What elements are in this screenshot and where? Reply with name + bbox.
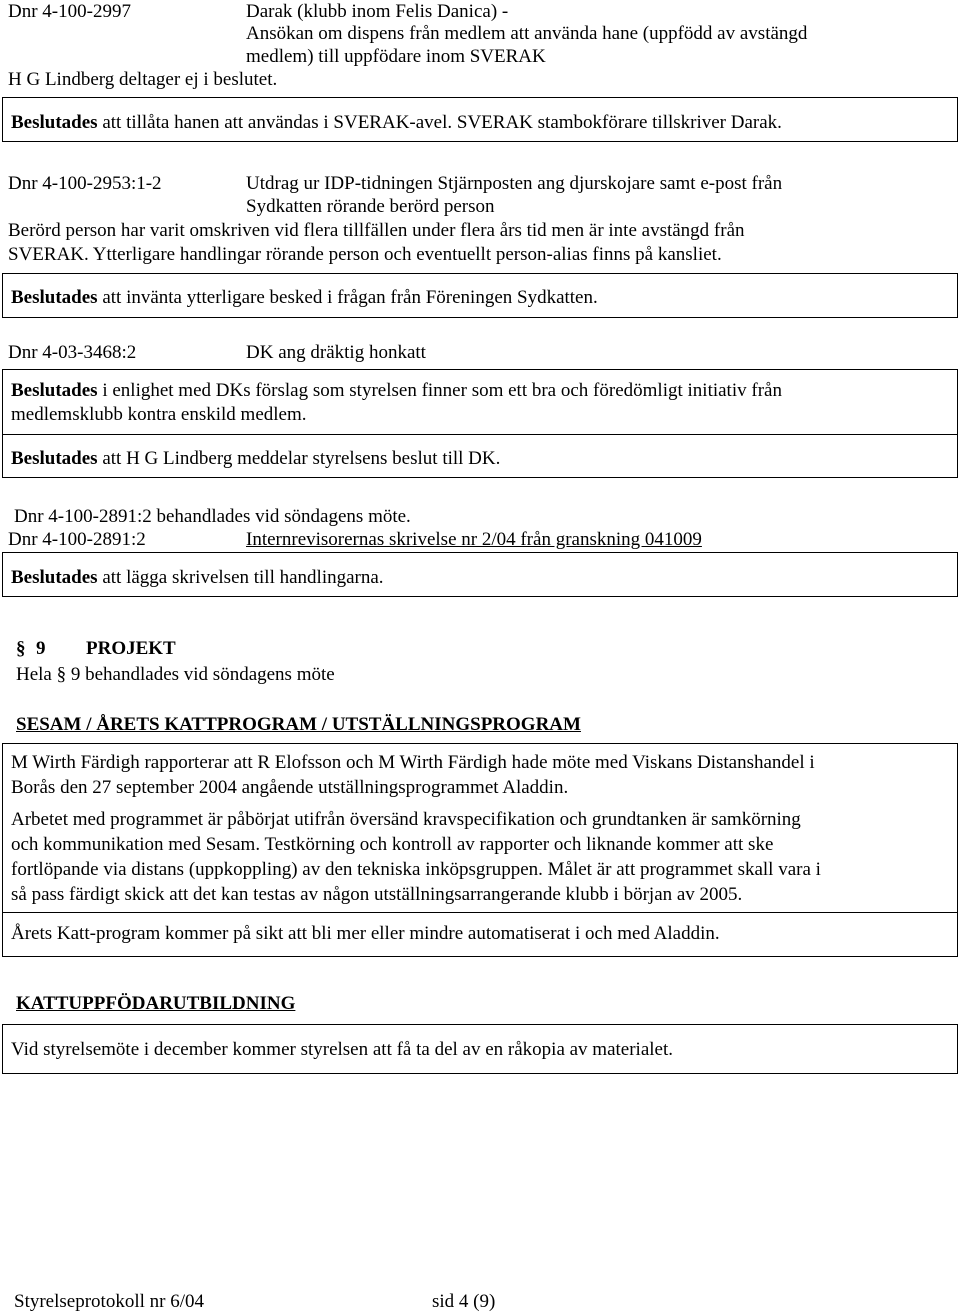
item3-decision-box xyxy=(2,369,958,478)
item1-decision-box xyxy=(2,97,958,142)
item4-decision xyxy=(11,566,384,590)
decision-text: att invänta ytterligare besked i frågan från Föreningen Sydkatten. xyxy=(97,287,598,308)
item2-body-line2: SVERAK. Ytterligare handlingar rörande person och eventuellt person-alias finns på kansliet. xyxy=(8,244,722,265)
decision-keyword: Beslutades xyxy=(11,380,98,401)
kattuppfodar-p1: Vid styrelsemöte i december kommer styrelsen att få ta del av en råkopia av materialet. xyxy=(11,1039,674,1060)
sesam-p2-line1: Arbetet med programmet är påbörjat utifrån översänd kravspecifikation och grundtanken är samkörning xyxy=(11,809,801,830)
item2-body-line1: Berörd person har varit omskriven vid flera tillfällen under flera års tid men är inte avstängd från xyxy=(8,220,745,241)
kattuppfodar-heading: KATTUPPFÖDARUTBILDNING xyxy=(16,993,296,1014)
item2-decision-box xyxy=(2,273,958,318)
decision-keyword: Beslutades xyxy=(11,567,98,588)
item2-title-line2: Sydkatten rörande berörd person xyxy=(246,196,495,217)
item3-decision1-line2: medlemsklubb kontra enskild medlem. xyxy=(11,404,307,425)
item4-note: Dnr 4-100-2891:2 behandlades vid söndagens möte. xyxy=(14,506,411,527)
item3-decision2 xyxy=(11,447,500,471)
item4-title: Internrevisorernas skrivelse nr 2/04 från granskning 041009 xyxy=(246,529,702,550)
section-number: 9 xyxy=(36,638,46,659)
section-symbol: § xyxy=(16,638,26,659)
decision-keyword: Beslutades xyxy=(11,287,98,308)
item1-dnr: Dnr 4-100-2997 xyxy=(8,1,131,22)
item2-title-line1: Utdrag ur IDP-tidningen Stjärnposten ang djurskojare samt e-post från xyxy=(246,173,783,194)
decision-text: att lägga skrivelsen till handlingarna. xyxy=(97,567,384,588)
sesam-p2-line2: och kommunikation med Sesam. Testkörning och kontroll av rapporter och liknande kommer att ske xyxy=(11,834,774,855)
sesam-p2-line3: fortlöpande via distans (uppkoppling) av den tekniska inköpsgruppen. Målet är att programmet skall vara i xyxy=(11,859,821,880)
sesam-p3: Årets Katt-program kommer på sikt att bli mer eller mindre automatiserat i och med Aladdin. xyxy=(11,923,720,944)
item1-decision xyxy=(11,111,782,135)
item2-decision xyxy=(11,286,598,310)
decision-text: att tillåta hanen att användas i SVERAK-avel. SVERAK stambokförare tillskriver Darak. xyxy=(97,112,782,133)
item1-title-line3: medlem) till uppfödare inom SVERAK xyxy=(246,46,546,67)
box-divider xyxy=(3,912,957,913)
decision-keyword: Beslutades xyxy=(11,112,98,133)
decision-text: i enlighet med DKs förslag som styrelsen finner som ett bra och föredömligt initiativ från xyxy=(97,380,782,401)
item3-decision1-line1 xyxy=(11,379,782,403)
item3-dnr: Dnr 4-03-3468:2 xyxy=(8,342,137,363)
item2-dnr: Dnr 4-100-2953:1-2 xyxy=(8,173,162,194)
sesam-p2-line4: så pass färdigt skick att det kan testas av någon utställningsarrangerande klubb i början av 2005. xyxy=(11,884,743,905)
box-divider xyxy=(3,434,957,435)
footer-protocol: Styrelseprotokoll nr 6/04 xyxy=(14,1291,204,1312)
sesam-box xyxy=(2,743,958,957)
decision-keyword: Beslutades xyxy=(11,448,98,469)
item4-dnr: Dnr 4-100-2891:2 xyxy=(8,529,146,550)
sesam-p1-line2: Borås den 27 september 2004 angående utställningsprogrammet Aladdin. xyxy=(11,777,569,798)
item1-note: H G Lindberg deltager ej i beslutet. xyxy=(8,69,278,90)
section-title: PROJEKT xyxy=(86,638,176,659)
item4-decision-box xyxy=(2,552,958,597)
decision-text: att H G Lindberg meddelar styrelsens beslut till DK. xyxy=(97,448,501,469)
kattuppfodar-box xyxy=(2,1024,958,1074)
item1-title-line1: Darak (klubb inom Felis Danica) - xyxy=(246,1,509,22)
sesam-p1-line1: M Wirth Färdigh rapporterar att R Elofsson och M Wirth Färdigh hade möte med Viskans Distanshandel i xyxy=(11,752,815,773)
section-subtitle: Hela § 9 behandlades vid söndagens möte xyxy=(16,664,335,685)
sesam-heading: SESAM / ÅRETS KATTPROGRAM / UTSTÄLLNINGSPROGRAM xyxy=(16,714,581,735)
item1-title-line2: Ansökan om dispens från medlem att använda hane (uppfödd av avstängd xyxy=(246,23,808,44)
footer-page: sid 4 (9) xyxy=(432,1291,496,1312)
item3-title: DK ang dräktig honkatt xyxy=(246,342,426,363)
